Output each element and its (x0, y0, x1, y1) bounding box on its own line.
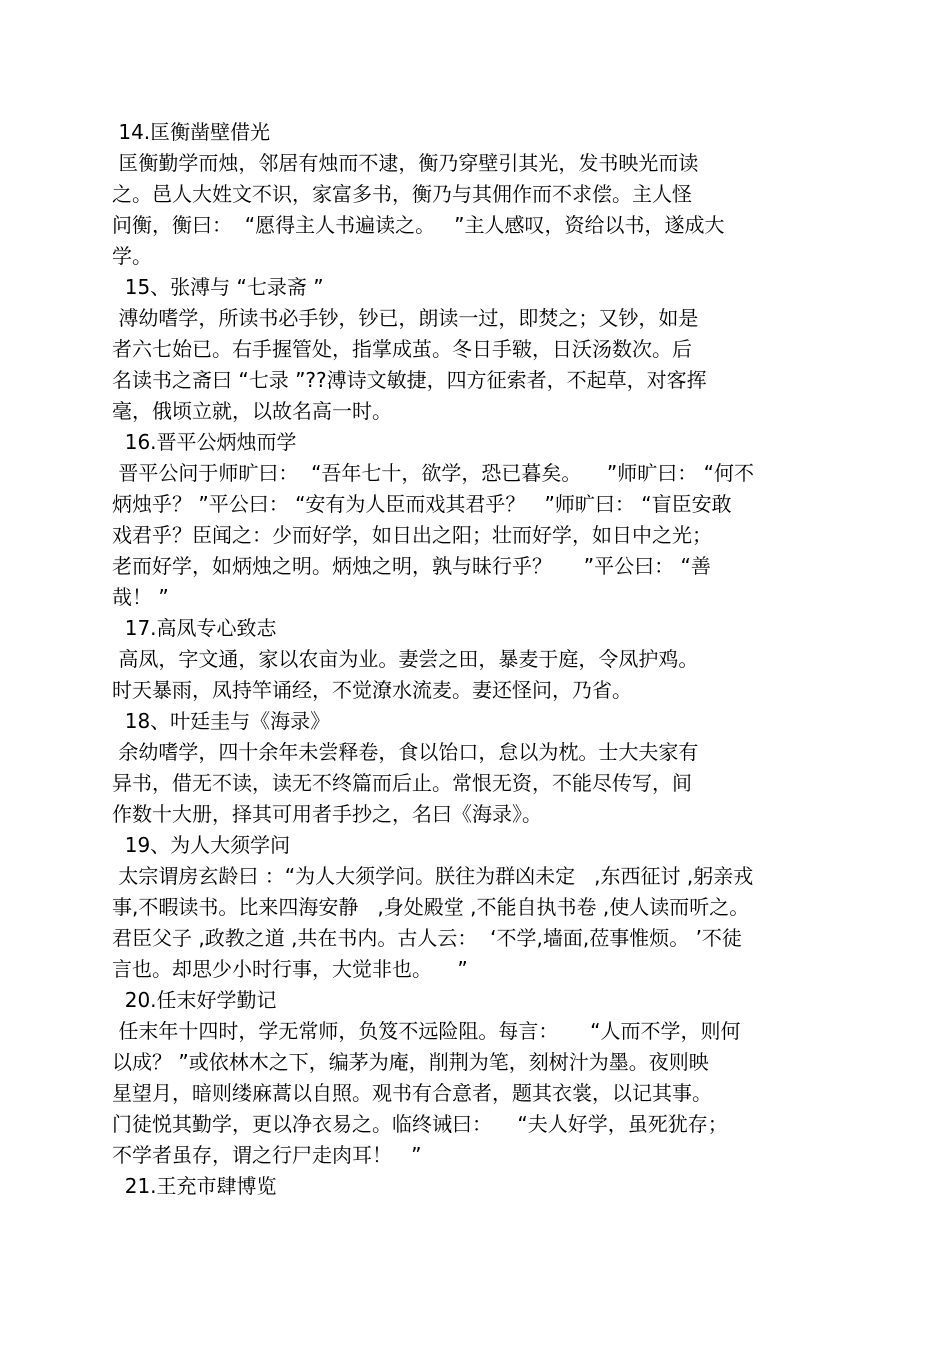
document-body (112, 117, 832, 1202)
text-line: 事,不暇读书。比来四海安静 ,身处殿堂 ,不能自执书卷 ,使人读而听之。 (112, 895, 750, 919)
heading-16: 16.晋平公炳烛而学 (112, 430, 297, 454)
heading-19: 19、为人大须学问 (112, 833, 291, 857)
text-line: 者六七始已。右手握管处，指掌成茧。冬日手皲，日沃汤数次。后 (112, 337, 692, 361)
heading-15: 15、张溥与 “七录斋 ” (112, 275, 324, 299)
text-line: 名读书之斋曰 “七录 ”??溥诗文敏捷，四方征索者，不起草，对客挥 (112, 368, 707, 392)
text-line: 作数十大册，择其可用者手抄之，名曰《海录》。 (112, 802, 542, 826)
heading-21: 21.王充市肆博览 (112, 1174, 277, 1198)
heading-14: 14.匡衡凿壁借光 (112, 120, 271, 144)
text-line: 门徒悦其勤学，更以净衣易之。临终诫曰： “夫人好学，虽死犹存； (112, 1112, 728, 1136)
text-line: 异书，借无不读，读无不终篇而后止。常恨无资，不能尽传写，间 (112, 771, 692, 795)
text-line: 之。邑人大姓文不识，家富多书，衡乃与其佣作而不求偿。主人怪 (112, 182, 692, 206)
text-line: 高凤，字文通，家以农亩为业。妻尝之田，暴麦于庭，令凤护鸡。 (112, 647, 699, 671)
text-line: 以成？ ”或依林木之下，编茅为庵，削荆为笔，刻树汁为墨。夜则映 (112, 1050, 709, 1074)
text-line: 任末年十四时，学无常师，负笈不远险阻。每言： “人而不学，则何 (112, 1019, 741, 1043)
text-line: 哉！ ” (112, 585, 169, 609)
text-line: 问衡，衡曰： “愿得主人书遍读之。 ”主人感叹，资给以书，遂成大 (112, 213, 725, 237)
heading-20: 20.任末好学勤记 (112, 988, 277, 1012)
text-line: 星望月，暗则缕麻蒿以自照。观书有合意者，题其衣裳，以记其事。 (112, 1081, 712, 1105)
heading-17: 17.高凤专心致志 (112, 616, 277, 640)
text-line: 匡衡勤学而烛，邻居有烛而不逮，衡乃穿壁引其光，发书映光而读 (112, 151, 699, 175)
text-line: 毫，俄顷立就，以故名高一时。 (112, 399, 392, 423)
text-line: 余幼嗜学，四十余年未尝释卷，食以饴口，怠以为枕。士大夫家有 (112, 740, 699, 764)
text-line: 君臣父子 ,政教之道 ,共在书内。古人云： ‘不学,墙面,莅事惟烦。 ’不徒 (112, 926, 742, 950)
text-line: 太宗谓房玄龄曰 ：“为人大须学问。朕往为群凶未定 ,东西征讨 ,躬亲戎 (112, 864, 754, 888)
text-line: 炳烛乎？ ”平公曰： “安有为人臣而戏其君乎？ ”师旷曰： “盲臣安敢 (112, 492, 732, 516)
text-line: 戏君乎？臣闻之：少而好学，如日出之阳；壮而好学，如日中之光； (112, 523, 712, 547)
text-line: 老而好学，如炳烛之明。炳烛之明，孰与昧行乎？ ”平公曰： “善 (112, 554, 711, 578)
text-line: 不学者虽存，谓之行尸走肉耳！ ” (112, 1143, 422, 1167)
text-line: 时天暴雨，凤持竿诵经，不觉潦水流麦。妻还怪问，乃省。 (112, 678, 632, 702)
text-line: 言也。却思少小时行事，大觉非也。 ” (112, 957, 468, 981)
text-line: 晋平公问于师旷曰： “吾年七十，欲学，恐已暮矣。 ”师旷曰： “何不 (112, 461, 754, 485)
text-line: 学。 (112, 244, 152, 268)
text-line: 溥幼嗜学，所读书必手钞，钞已，朗读一过，即焚之；又钞，如是 (112, 306, 699, 330)
heading-18: 18、叶廷圭与《海录》 (112, 709, 331, 733)
